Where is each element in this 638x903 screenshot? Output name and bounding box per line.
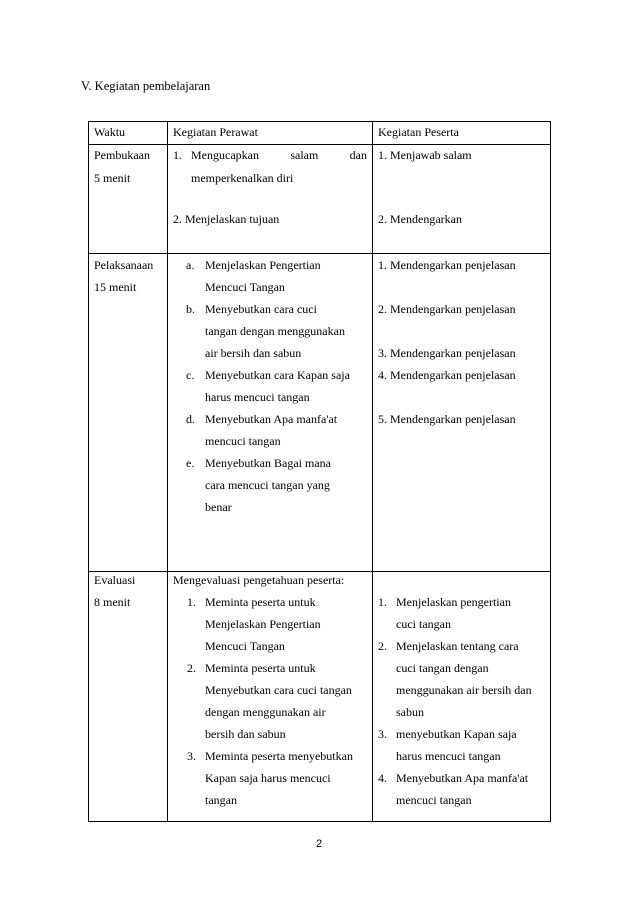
pelaksanaan-peserta-item2: 2. Mendengarkan penjelasan — [378, 302, 516, 316]
evaluasi-perawat-item2-line2: Menyebutkan cara cuci tangan — [205, 683, 352, 697]
evaluasi-duration: 8 menit — [94, 595, 131, 609]
pelaksanaan-item-c-line1: Menyebutkan cara Kapan saja — [205, 368, 350, 382]
pembukaan-perawat-item2: 2. Menjelaskan tujuan — [173, 212, 280, 226]
pembukaan-peserta-item2: 2. Mendengarkan — [378, 212, 462, 226]
pembukaan-perawat-item1-number: 1. — [173, 148, 182, 162]
pembukaan-perawat-item1 — [191, 148, 367, 162]
pelaksanaan-item-e-letter: e. — [186, 456, 195, 470]
pelaksanaan-item-b-line1: Menyebutkan cara cuci — [205, 302, 317, 316]
pelaksanaan-waktu-cell — [89, 254, 168, 572]
pelaksanaan-item-a-line2: Mencuci Tangan — [205, 280, 285, 294]
evaluasi-perawat-cell — [168, 572, 373, 822]
evaluasi-perawat-item2-line4: bersih dan sabun — [205, 727, 286, 741]
pelaksanaan-peserta-item3: 3. Mendengarkan penjelasan — [378, 346, 516, 360]
evaluasi-perawat-item1-line1: Meminta peserta untuk — [205, 595, 316, 609]
evaluasi-peserta-item3-line1: menyebutkan Kapan saja — [396, 727, 517, 741]
evaluasi-peserta-item2-number: 2. — [378, 639, 387, 653]
pembukaan-perawat-cell — [168, 145, 373, 254]
evaluasi-perawat-item1-line2: Menjelaskan Pengertian — [205, 617, 321, 631]
pelaksanaan-item-d-line1: Menyebutkan Apa manfa'at — [205, 412, 338, 426]
pelaksanaan-peserta-item5: 5. Mendengarkan penjelasan — [378, 412, 516, 426]
evaluasi-perawat-intro: Mengevaluasi pengetahuan peserta: — [173, 573, 345, 587]
pelaksanaan-item-a-line1: Menjelaskan Pengertian — [205, 258, 321, 272]
evaluasi-perawat-item3-line1: Meminta peserta menyebutkan — [205, 749, 353, 763]
pelaksanaan-peserta-item1: 1. Mendengarkan penjelasan — [378, 258, 516, 272]
evaluasi-perawat-item3-line2: Kapan saja harus mencuci — [205, 771, 331, 785]
pelaksanaan-label: Pelaksanaan — [94, 258, 154, 272]
activity-table — [88, 121, 551, 822]
evaluasi-peserta-cell — [373, 572, 551, 822]
table-row-evaluasi — [89, 572, 551, 822]
evaluasi-perawat-item3-number: 3. — [187, 749, 196, 763]
evaluasi-perawat-item2-line3: dengan menggunakan air — [205, 705, 326, 719]
pelaksanaan-perawat-cell — [168, 254, 373, 572]
header-waktu — [89, 122, 168, 145]
pelaksanaan-item-e-line2: cara mencuci tangan yang — [205, 478, 330, 492]
pelaksanaan-item-d-letter: d. — [186, 412, 195, 426]
pelaksanaan-item-d-line2: mencuci tangan — [205, 434, 281, 448]
evaluasi-peserta-item4-line2: mencuci tangan — [396, 793, 472, 807]
evaluasi-perawat-item3-line3: tangan — [205, 793, 237, 807]
evaluasi-peserta-item2-line2: cuci tangan dengan — [396, 661, 489, 675]
table-row-pembukaan — [89, 145, 551, 254]
pembukaan-peserta-cell — [373, 145, 551, 254]
evaluasi-perawat-item2-line1: Meminta peserta untuk — [205, 661, 316, 675]
pembukaan-perawat-item1-word2: salam — [290, 148, 319, 162]
pembukaan-perawat-item1-word1: Mengucapkan — [191, 148, 259, 162]
evaluasi-peserta-item1-number: 1. — [378, 595, 387, 609]
pelaksanaan-item-c-line2: harus mencuci tangan — [205, 390, 310, 404]
pembukaan-perawat-item1-line2: memperkenalkan diri — [191, 171, 294, 185]
pembukaan-peserta-item1: 1. Menjawab salam — [378, 148, 472, 162]
evaluasi-peserta-item4-line1: Menyebutkan Apa manfa'at — [396, 771, 529, 785]
evaluasi-perawat-item1-line3: Mencuci Tangan — [205, 639, 285, 653]
pelaksanaan-item-e-line1: Menyebutkan Bagai mana — [205, 456, 331, 470]
evaluasi-label: Evaluasi — [94, 573, 136, 587]
pelaksanaan-item-e-line3: benar — [205, 500, 232, 514]
evaluasi-peserta-item1-line2: cuci tangan — [396, 617, 451, 631]
header-peserta-label: Kegiatan Peserta — [378, 125, 459, 139]
evaluasi-perawat-item1-number: 1. — [187, 595, 196, 609]
evaluasi-perawat-item2-number: 2. — [187, 661, 196, 675]
pembukaan-perawat-item1-word3: dan — [349, 148, 367, 162]
evaluasi-peserta-item2-line4: sabun — [396, 705, 424, 719]
section-title: V. Kegiatan pembelajaran — [81, 79, 211, 93]
evaluasi-peserta-item2-line3: menggunakan air bersih dan — [396, 683, 532, 697]
header-peserta — [373, 122, 551, 145]
pelaksanaan-peserta-item4: 4. Mendengarkan penjelasan — [378, 368, 516, 382]
evaluasi-waktu-cell — [89, 572, 168, 822]
pembukaan-duration: 5 menit — [94, 171, 131, 185]
page-number: 2 — [315, 838, 323, 850]
pelaksanaan-item-b-letter: b. — [186, 302, 195, 316]
pembukaan-waktu-cell — [89, 145, 168, 254]
pelaksanaan-peserta-cell — [373, 254, 551, 572]
pembukaan-label: Pembukaan — [94, 148, 150, 162]
evaluasi-peserta-item3-line2: harus mencuci tangan — [396, 749, 501, 763]
header-perawat — [168, 122, 373, 145]
evaluasi-peserta-item4-number: 4. — [378, 771, 387, 785]
table-row-pelaksanaan — [89, 254, 551, 572]
evaluasi-peserta-item1-line1: Menjelaskan pengertian — [396, 595, 511, 609]
header-perawat-label: Kegiatan Perawat — [173, 125, 258, 139]
evaluasi-peserta-item2-line1: Menjelaskan tentang cara — [396, 639, 519, 653]
header-waktu-label: Waktu — [94, 125, 126, 139]
table-header-row — [89, 122, 551, 145]
pelaksanaan-item-c-letter: c. — [186, 368, 195, 382]
pelaksanaan-duration: 15 menit — [94, 280, 137, 294]
pelaksanaan-item-b-line2: tangan dengan menggunakan — [205, 324, 345, 338]
pelaksanaan-item-a-letter: a. — [186, 258, 195, 272]
evaluasi-peserta-item3-number: 3. — [378, 727, 387, 741]
pelaksanaan-item-b-line3: air bersih dan sabun — [205, 346, 302, 360]
